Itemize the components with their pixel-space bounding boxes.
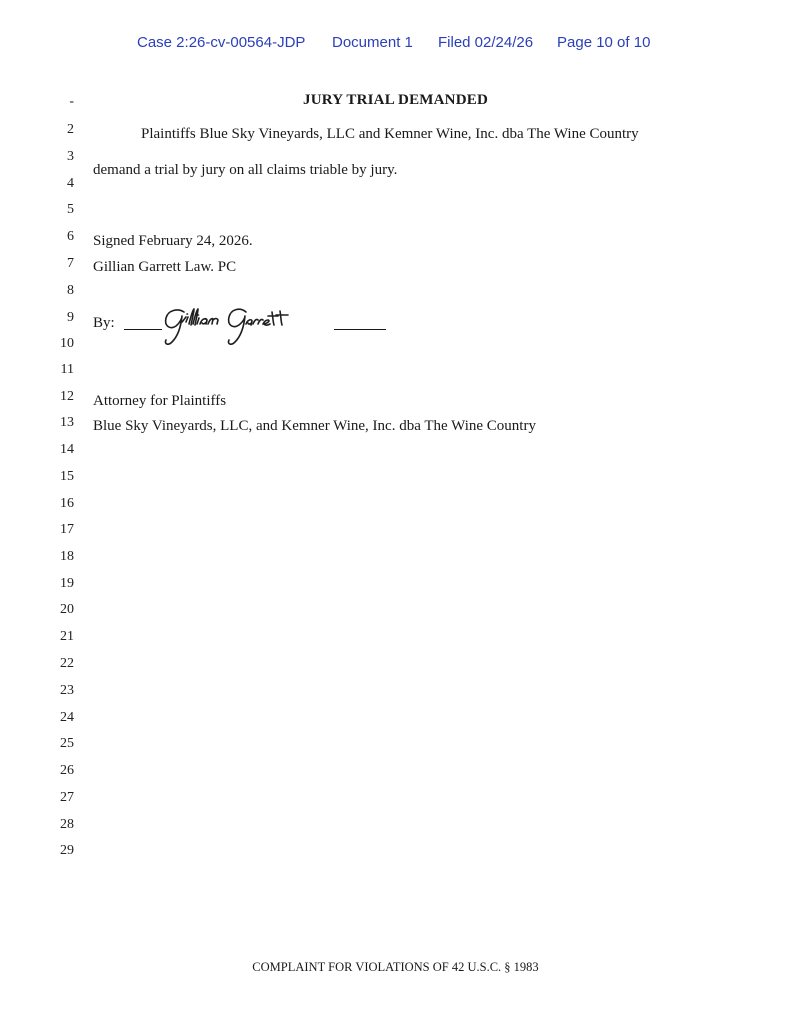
attorney-for-parties: Blue Sky Vineyards, LLC, and Kemner Wine, Inc. dba The Wine Country <box>93 418 536 434</box>
line-number: 6 <box>67 229 74 244</box>
line-number: 25 <box>60 736 74 751</box>
line-number: 7 <box>67 256 74 271</box>
line-number: 8 <box>67 283 74 298</box>
line-number: 12 <box>60 389 74 404</box>
filed-date: Filed 02/24/26 <box>438 34 534 51</box>
ecf-header <box>0 34 791 54</box>
paragraph-line-2: demand a trial by jury on all claims triable by jury. <box>93 162 398 178</box>
line-number: 20 <box>60 602 74 617</box>
line-number: 14 <box>60 442 74 457</box>
line-number: 5 <box>67 202 74 217</box>
line-number: 28 <box>60 817 74 832</box>
line-number: 2 <box>67 122 74 137</box>
line-number: 18 <box>60 549 74 564</box>
line-number: - <box>69 94 74 109</box>
document-number: Document 1 <box>332 34 413 51</box>
page-footer: COMPLAINT FOR VIOLATIONS OF 42 U.S.C. § 1983 <box>252 960 539 974</box>
line-number: 11 <box>60 362 74 377</box>
line-number: 22 <box>60 656 74 671</box>
paragraph-line-1: Plaintiffs Blue Sky Vineyards, LLC and Kemner Wine, Inc. dba The Wine Country <box>141 126 639 142</box>
line-number: 26 <box>60 763 74 778</box>
handwritten-signature <box>160 304 320 348</box>
by-label: By: <box>93 315 115 331</box>
line-number: 10 <box>60 336 74 351</box>
line-number: 23 <box>60 683 74 698</box>
signed-date: Signed February 24, 2026. <box>93 233 253 249</box>
signature-line-right <box>334 329 386 330</box>
line-number: 4 <box>67 176 74 191</box>
line-number: 13 <box>60 415 74 430</box>
case-number: Case 2:26-cv-00564-JDP <box>137 34 306 51</box>
attorney-role: Attorney for Plaintiffs <box>93 393 227 409</box>
line-number: 19 <box>60 576 74 591</box>
page-indicator: Page 10 of 10 <box>557 34 651 51</box>
line-number: 21 <box>60 629 74 644</box>
line-number: 24 <box>60 710 74 725</box>
line-number: 27 <box>60 790 74 805</box>
line-number: 29 <box>60 843 74 858</box>
line-number: 3 <box>67 149 74 164</box>
firm-name: Gillian Garrett Law. PC <box>93 259 237 275</box>
section-title: JURY TRIAL DEMANDED <box>303 92 488 108</box>
line-number: 17 <box>60 522 74 537</box>
line-number: 9 <box>67 310 74 325</box>
line-number: 15 <box>60 469 74 484</box>
line-number: 16 <box>60 496 74 511</box>
signature-line-left <box>124 329 162 330</box>
